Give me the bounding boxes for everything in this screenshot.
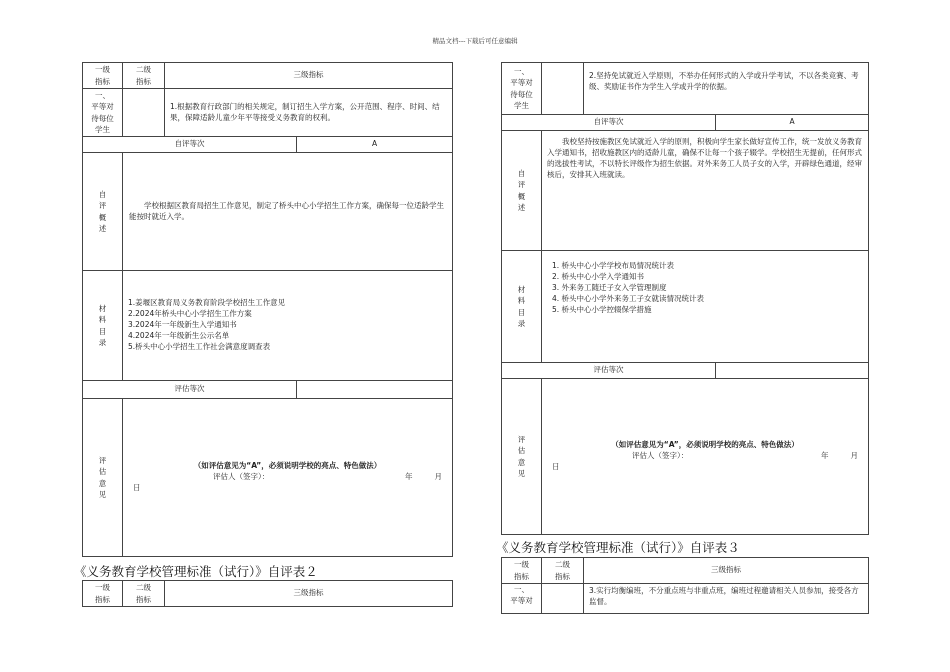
col-header-level3: 三级指标	[165, 581, 453, 607]
level1-cell: 一、 平等对 待每位 学生	[83, 89, 123, 137]
col-header-level2: 二级 指标	[123, 581, 165, 607]
level2-cell	[542, 63, 584, 115]
level3-item: 3.实行均衡编班，不分重点班与非重点班，编班过程邀请相关人员参加，接受各方监督。	[584, 584, 869, 614]
level3-item: 1.根据教育行政部门的相关规定，制订招生入学方案，公开范围、程序、时间、结果，保障适龄儿童少年平等接受义务教育的权利。	[165, 89, 453, 137]
material-item: 4.2024年一年级新生公示名单	[128, 330, 230, 340]
page-header: 精品文档---下载后可任意编辑	[432, 37, 518, 45]
assess-level-label: 评估等次	[502, 363, 716, 379]
right-self-eval-table	[501, 62, 869, 535]
assess-signature-line	[552, 451, 858, 462]
level1-cell: 一、 平等对 待每位 学生	[502, 63, 542, 115]
material-item: 3.2024年一年级新生入学通知书	[128, 320, 237, 330]
table3-partial	[501, 557, 869, 614]
material-item: 1. 桥头中心小学学校布局情况统计表	[552, 261, 675, 270]
assess-opinion-cell	[123, 399, 453, 557]
materials-label: 材 料 目 录	[502, 251, 542, 363]
material-item: 2. 桥头中心小学入学通知书	[552, 271, 645, 281]
col-header-level1: 一级 指标	[83, 581, 123, 607]
summary-label: 自 评 概 述	[83, 153, 123, 271]
assess-opinion-cell	[542, 379, 869, 535]
year-label: 年	[821, 451, 829, 461]
self-rating-label: 自评等次	[502, 115, 716, 131]
assess-opinion-label: 评 估 意 见	[83, 399, 123, 557]
level2-cell	[123, 89, 165, 137]
assessor-label: 评估人（签字）：	[213, 472, 270, 482]
year-label: 年	[405, 472, 413, 482]
self-rating-label: 自评等次	[83, 137, 297, 153]
col-header-level1: 一级 指标	[83, 63, 123, 89]
level3-item: 2.坚持免试就近入学原则，不举办任何形式的入学或升学考试，不以各类竞赛、考级、奖励证书作为学生入学或升学的依据。	[584, 63, 869, 115]
material-item: 3. 外来务工随迁子女入学管理制度	[552, 282, 667, 292]
assess-level-value	[297, 381, 453, 399]
assess-note: （如评估意见为“A”，必须说明学校的亮点、特色做法）	[193, 461, 382, 471]
table3-caption: 《义务教育学校管理标准（试行）》自评表３	[496, 540, 740, 555]
table2-header	[82, 580, 453, 607]
summary-text: 学校根据区教育局招生工作意见，制定了桥头中心小学招生工作方案，确保每一位适龄学生能按时就近入学。	[123, 153, 453, 271]
material-item: 4. 桥头中心小学外来务工子女就读情况统计表	[552, 293, 705, 303]
assessor-label: 评估人（签字）：	[632, 451, 689, 461]
month-label: 月	[850, 451, 859, 461]
summary-label: 自 评 概 述	[502, 131, 542, 251]
col-header-level3: 三级指标	[165, 63, 453, 89]
col-header-level2: 二级 指标	[542, 558, 584, 584]
materials-list	[542, 251, 869, 363]
month-label: 月	[434, 472, 443, 482]
summary-text: 我校坚持按施教区免试就近入学的原则，积极向学生家长做好宣传工作，统一发放义务教育入学通知书，招收施教区内的适龄儿童，确保不让每一个孩子辍学。学校招生无提前，任何形式的选拔性考试，不以特长评级作为招生依据。对外来务工人员子女的入学，开辟绿色通道，经审核后，安排其入班就读。	[542, 131, 869, 251]
materials-label: 材 料 目 录	[83, 271, 123, 381]
assess-signature-line	[133, 472, 442, 483]
left-self-eval-table	[82, 62, 453, 557]
assess-note: （如评估意见为“A”，必须说明学校的亮点、特色做法）	[611, 440, 799, 450]
assess-level-label: 评估等次	[83, 381, 297, 399]
col-header-level2: 二级 指标	[123, 63, 165, 89]
level2-cell	[542, 584, 584, 614]
col-header-level3: 三级指标	[584, 558, 869, 584]
table2-caption: 《义务教育学校管理标准（试行）》自评表２	[74, 564, 318, 579]
level1-cell: 一、 平等对	[502, 584, 542, 614]
self-rating-value: A	[297, 137, 453, 153]
material-item: 2.2024年桥头中心小学招生工作方案	[128, 309, 252, 319]
assess-level-value	[716, 363, 869, 379]
material-item: 5. 桥头中心小学控辍保学措施	[552, 304, 652, 314]
day-label: 日	[133, 482, 141, 492]
material-item: 1.姜堰区教育局义务教育阶段学校招生工作意见	[128, 298, 286, 308]
col-header-level1: 一级 指标	[502, 558, 542, 584]
assess-opinion-label: 评 估 意 见	[502, 379, 542, 535]
day-label: 日	[552, 461, 560, 471]
self-rating-value: A	[716, 115, 869, 131]
materials-list	[123, 271, 453, 381]
material-item: 5.桥头中心小学招生工作社会满意度调查表	[128, 341, 271, 351]
